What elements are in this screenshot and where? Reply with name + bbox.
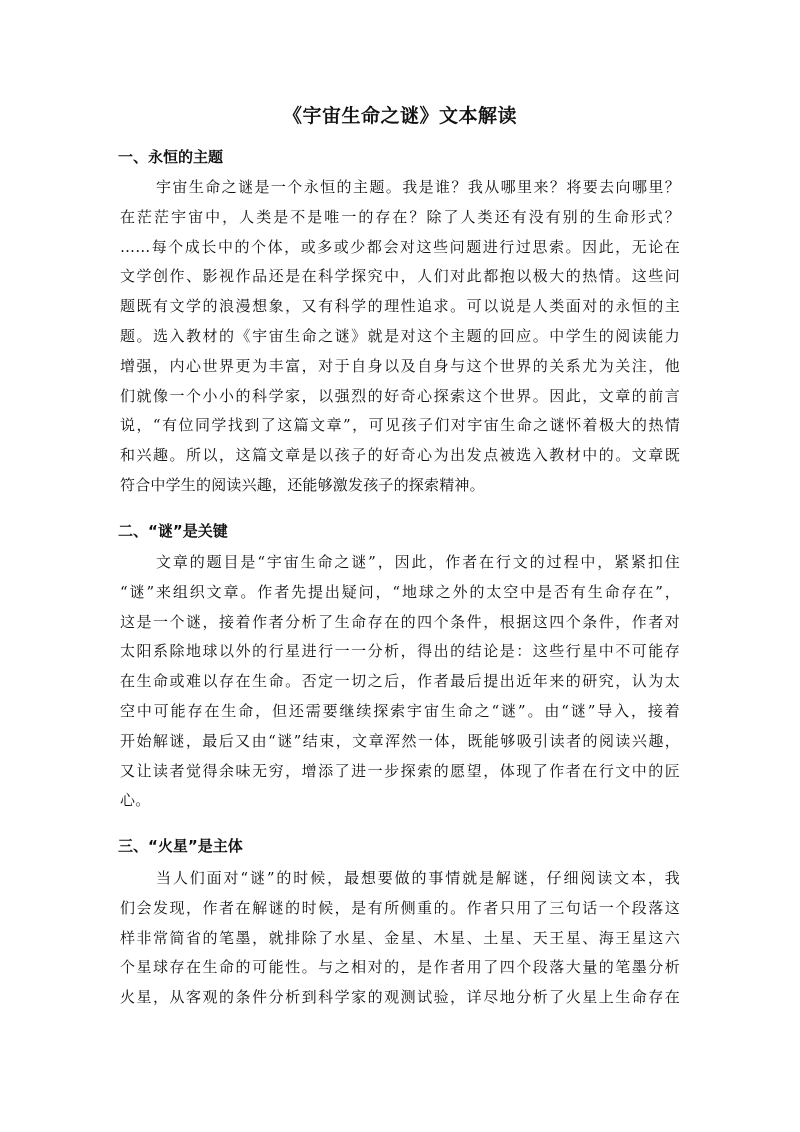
paragraph-line: 们就像一个小小的科学家，以强烈的好奇心探索这个世界。因此，文章的前言: [120, 386, 680, 405]
paragraph-line: 样非常简省的笔墨，就排除了水星、金星、木星、土星、天王星、海王星这六: [120, 928, 680, 947]
section-heading-2: 二、“谜”是关键: [118, 522, 228, 540]
paragraph-line: 火星，从客观的条件分析到科学家的观测试验，详尽地分析了火星上生命存在: [120, 988, 680, 1007]
paragraph-line: 和兴趣。所以，这篇文章是以孩子的好奇心为出发点被选入教材中的。文章既: [120, 446, 680, 465]
paragraph-line: 在茫茫宇宙中，人类是不是唯一的存在？除了人类还有没有别的生命形式？: [120, 207, 680, 226]
paragraph-line: 题。选入教材的《宇宙生命之谜》就是对这个主题的回应。中学生的阅读能力: [120, 326, 680, 345]
paragraph-line: “谜”来组织文章。作者先提出疑问，“地球之外的太空中是否有生命存在”，: [120, 582, 680, 601]
paragraph-line: 心。: [120, 791, 151, 810]
paragraph-line: 又让读者觉得余味无穷，增添了进一步探索的愿望，体现了作者在行文中的匠: [120, 761, 680, 780]
paragraph-line: 题既有文学的浪漫想象，又有科学的理性追求。可以说是人类面对的永恒的主: [120, 297, 680, 316]
section-3-paragraph: [120, 864, 680, 1013]
paragraph-line: ……每个成长中的个体，或多或少都会对这些问题进行过思索。因此，无论在: [120, 237, 680, 256]
paragraph-line: 在生命或难以存在生命。否定一切之后，作者最后提出近年来的研究，认为太: [120, 672, 680, 691]
paragraph-line: 开始解谜，最后又由“谜”结束，文章浑然一体，既能够吸引读者的阅读兴趣，: [120, 731, 680, 750]
paragraph-line: 个星球存在生命的可能性。与之相对的，是作者用了四个段落大量的笔墨分析: [120, 958, 680, 977]
paragraph-line: 这是一个谜，接着作者分析了生命存在的四个条件，根据这四个条件，作者对: [120, 612, 680, 631]
paragraph-line: 当人们面对“谜”的时候，最想要做的事情就是解谜，仔细阅读文本，我: [156, 869, 680, 887]
paragraph-line: 们会发现，作者在解谜的时候，是有所侧重的。作者只用了三句话一个段落这: [120, 898, 680, 917]
section-2-paragraph: [120, 548, 680, 816]
paragraph-line: 符合中学生的阅读兴趣，还能够激发孩子的探索精神。: [120, 475, 485, 494]
paragraph-line: 增强，内心世界更为丰富，对于自身以及自身与这个世界的关系尤为关注，他: [120, 356, 680, 375]
paragraph-line: 说，“有位同学找到了这篇文章”，可见孩子们对宇宙生命之谜怀着极大的热情: [120, 416, 680, 435]
paragraph-line: 宇宙生命之谜是一个永恒的主题。我是谁？我从哪里来？将要去向哪里？: [156, 178, 680, 196]
paragraph-line: 太阳系除地球以外的行星进行一一分析，得出的结论是：这些行星中不可能存: [120, 642, 680, 661]
section-heading-3: 三、“火星”是主体: [118, 837, 243, 855]
paragraph-line: 文章的题目是“宇宙生命之谜”，因此，作者在行文的过程中，紧紧扣住: [156, 553, 680, 571]
section-heading-1: 一、永恒的主题: [118, 148, 224, 166]
paragraph-line: 文学创作、影视作品还是在科学探究中，人们对此都抱以极大的热情。这些问: [120, 267, 680, 286]
document-title: 《宇宙生命之谜》文本解读: [282, 105, 517, 127]
section-1-paragraph: [120, 173, 680, 501]
paragraph-line: 空中可能存在生命，但还需要继续探索宇宙生命之“谜”。由“谜”导入，接着: [120, 701, 680, 720]
